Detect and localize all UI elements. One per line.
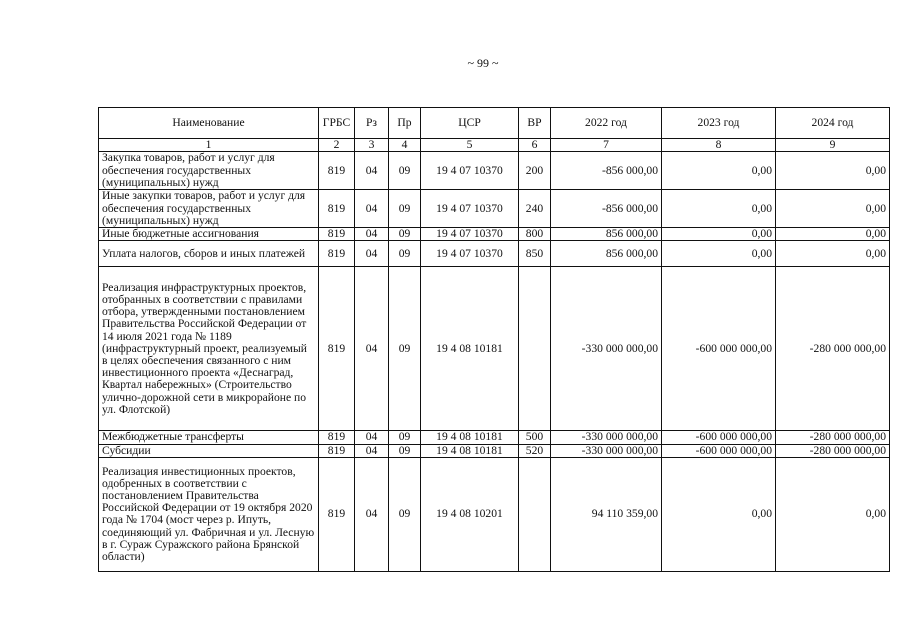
budget-table — [98, 107, 890, 572]
table-row — [99, 457, 890, 571]
header-name: Наименование — [99, 108, 319, 139]
header-vr: ВР — [519, 108, 551, 139]
row-2022: -856 000,00 — [551, 152, 662, 190]
row-grbs: 819 — [319, 241, 355, 267]
row-name: Уплата налогов, сборов и иных платежей — [99, 241, 319, 267]
row-2023: 0,00 — [662, 190, 776, 228]
column-number-row — [99, 139, 890, 152]
row-name: Реализация инвестиционных проектов, одобренных в соответствии с постановлением Правительства Российской Федерации от 19 октября 2020 года № 1704 (мост через р. Ипуть, соединяющий ул. Фабричная и ул. Лесную в г. Сураж Суражского района Брянской области) — [99, 457, 319, 571]
column-number: 7 — [551, 139, 662, 152]
row-2024: 0,00 — [776, 152, 890, 190]
row-csr: 19 4 08 10181 — [421, 444, 519, 457]
row-2024: 0,00 — [776, 190, 890, 228]
row-pr: 09 — [389, 431, 421, 444]
row-csr: 19 4 08 10181 — [421, 267, 519, 431]
row-2024: -280 000 000,00 — [776, 431, 890, 444]
row-rz: 04 — [355, 431, 389, 444]
row-csr: 19 4 07 10370 — [421, 190, 519, 228]
row-2022: -330 000 000,00 — [551, 431, 662, 444]
row-2023: -600 000 000,00 — [662, 431, 776, 444]
row-2023: 0,00 — [662, 457, 776, 571]
row-csr: 19 4 07 10370 — [421, 241, 519, 267]
row-pr: 09 — [389, 190, 421, 228]
row-vr: 200 — [519, 152, 551, 190]
row-2022: 856 000,00 — [551, 228, 662, 241]
row-vr: 850 — [519, 241, 551, 267]
row-pr: 09 — [389, 228, 421, 241]
row-vr — [519, 457, 551, 571]
column-number: 5 — [421, 139, 519, 152]
column-number: 3 — [355, 139, 389, 152]
column-number: 2 — [319, 139, 355, 152]
row-grbs: 819 — [319, 457, 355, 571]
column-number: 9 — [776, 139, 890, 152]
row-rz: 04 — [355, 241, 389, 267]
page-number: ~ 99 ~ — [467, 56, 499, 70]
row-name: Субсидии — [99, 444, 319, 457]
row-2022: -856 000,00 — [551, 190, 662, 228]
table-header-row — [99, 108, 890, 139]
column-number: 6 — [519, 139, 551, 152]
row-pr: 09 — [389, 241, 421, 267]
row-rz: 04 — [355, 228, 389, 241]
row-2023: 0,00 — [662, 241, 776, 267]
row-2022: 94 110 359,00 — [551, 457, 662, 571]
row-rz: 04 — [355, 444, 389, 457]
row-name: Иные закупки товаров, работ и услуг для обеспечения государственных (муниципальных) нужд — [99, 190, 319, 228]
row-grbs: 819 — [319, 190, 355, 228]
row-2024: 0,00 — [776, 228, 890, 241]
row-2024: -280 000 000,00 — [776, 267, 890, 431]
header-2024: 2024 год — [776, 108, 890, 139]
row-2022: -330 000 000,00 — [551, 444, 662, 457]
row-2023: -600 000 000,00 — [662, 267, 776, 431]
column-number: 1 — [99, 139, 319, 152]
row-grbs: 819 — [319, 152, 355, 190]
row-csr: 19 4 08 10181 — [421, 431, 519, 444]
row-rz: 04 — [355, 457, 389, 571]
column-number: 8 — [662, 139, 776, 152]
row-csr: 19 4 08 10201 — [421, 457, 519, 571]
row-vr: 240 — [519, 190, 551, 228]
row-rz: 04 — [355, 267, 389, 431]
row-pr: 09 — [389, 444, 421, 457]
row-2022: -330 000 000,00 — [551, 267, 662, 431]
row-name: Иные бюджетные ассигнования — [99, 228, 319, 241]
row-pr: 09 — [389, 152, 421, 190]
row-2023: 0,00 — [662, 228, 776, 241]
row-vr: 520 — [519, 444, 551, 457]
row-vr: 500 — [519, 431, 551, 444]
header-pr: Пр — [389, 108, 421, 139]
table-row — [99, 431, 890, 444]
row-vr — [519, 267, 551, 431]
row-2023: -600 000 000,00 — [662, 444, 776, 457]
table-row — [99, 152, 890, 190]
row-rz: 04 — [355, 152, 389, 190]
column-number: 4 — [389, 139, 421, 152]
row-csr: 19 4 07 10370 — [421, 228, 519, 241]
row-csr: 19 4 07 10370 — [421, 152, 519, 190]
table-row — [99, 228, 890, 241]
row-grbs: 819 — [319, 228, 355, 241]
table-row — [99, 267, 890, 431]
header-grbs: ГРБС — [319, 108, 355, 139]
row-2022: 856 000,00 — [551, 241, 662, 267]
row-name: Межбюджетные трансферты — [99, 431, 319, 444]
row-pr: 09 — [389, 457, 421, 571]
row-name: Закупка товаров, работ и услуг для обеспечения государственных (муниципальных) нужд — [99, 152, 319, 190]
row-vr: 800 — [519, 228, 551, 241]
row-pr: 09 — [389, 267, 421, 431]
row-2024: 0,00 — [776, 241, 890, 267]
header-2022: 2022 год — [551, 108, 662, 139]
header-2023: 2023 год — [662, 108, 776, 139]
row-grbs: 819 — [319, 431, 355, 444]
row-2024: -280 000 000,00 — [776, 444, 890, 457]
table-row — [99, 444, 890, 457]
row-grbs: 819 — [319, 444, 355, 457]
row-2023: 0,00 — [662, 152, 776, 190]
row-name: Реализация инфраструктурных проектов, отобранных в соответствии с правилами отбора, утвержденными постановлением Правительства Российской Федерации от 14 июля 2021 года № 1189 (инфраструктурный проект, реализуемый в целях обеспечения связанного с ним инвестиционного проекта «Деснаград, Квартал набережных» (Строительство улично-дорожной сети в микрорайоне по ул. Флотской) — [99, 267, 319, 431]
header-rz: Рз — [355, 108, 389, 139]
row-2024: 0,00 — [776, 457, 890, 571]
table-row — [99, 190, 890, 228]
table-row — [99, 241, 890, 267]
row-rz: 04 — [355, 190, 389, 228]
row-grbs: 819 — [319, 267, 355, 431]
header-csr: ЦСР — [421, 108, 519, 139]
